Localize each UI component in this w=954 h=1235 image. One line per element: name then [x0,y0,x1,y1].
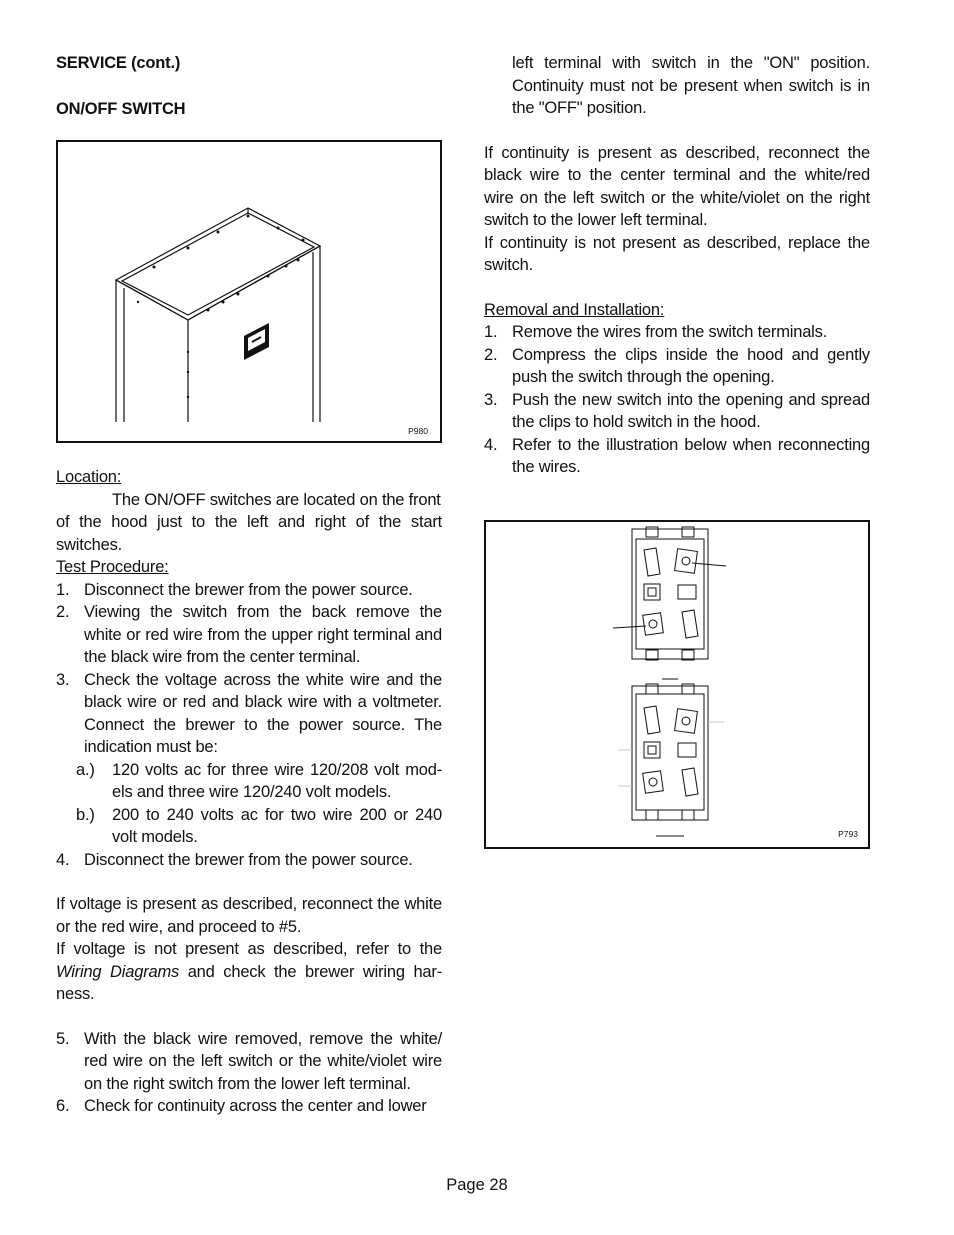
item-number: b.) [76,805,95,824]
continuity-present-text: If continuity is present as described, reconnect the black wire to the center terminal and the white/red wire on the left switch or the white/violet on the right switch to the lower left terminal. [484,143,870,229]
item-text: 200 to 240 volts ac for two wire 200 or 240 volt models. [112,805,442,846]
wiring-diagrams-reference: Wiring Diagrams [56,962,180,981]
left-body [56,466,442,1118]
list-item [56,579,442,602]
switch-figure [484,520,870,849]
item-text: Disconnect the brewer from the power source. [84,850,413,869]
figure-label: P980 [408,426,428,436]
item-number: 5. [56,1029,70,1048]
item-number: 2. [484,345,498,364]
item-text: Check the voltage across the white wire and the black wire or red and black wire with a voltmeter. Connect the brewer to the power source. The indication must be: [84,670,442,756]
list-item [484,434,870,479]
test-heading: Test Procedure: [56,558,169,576]
removal-heading: Removal and Installation: [484,300,665,319]
item-number: 3. [56,670,70,689]
item-number: 1. [56,580,70,599]
item-text: Viewing the switch from the back remove the white or red wire from the upper right terminal and the black wire from the center terminal. [84,603,442,666]
list-item [484,389,870,434]
left-column [56,52,442,120]
item-number: 3. [484,390,498,409]
voltage-absent-text [56,938,442,1006]
sub-list-item [76,804,442,849]
item-text: Push the new switch into the opening and spread the clips to hold switch in the hood. [512,390,870,431]
list-item [484,321,870,344]
item-text: 120 volts ac for three wire 120/208 volt mod-els and three wire 120/240 volt models. [112,760,442,801]
step6-continued: left terminal with switch in the "ON" position. Continuity must not be present when switch is in the "OFF" position. [512,54,870,117]
logo-plate [244,323,269,360]
list-item [56,1028,442,1096]
hood-figure [56,140,442,443]
item-text: Compress the clips inside the hood and gently push the switch through the opening. [512,345,870,386]
item-number: 6. [56,1097,70,1115]
section-heading: SERVICE (cont.) [56,54,181,72]
continuity-absent-text: If continuity is not present as described, replace the switch. [484,233,870,274]
page-title: ON/OFF SWITCH [56,99,186,118]
item-number: 4. [56,850,70,869]
list-item [56,1095,442,1118]
item-text: Check for continuity across the center and lower [84,1097,427,1115]
item-number: 2. [56,603,70,621]
item-text: Disconnect the brewer from the power source. [84,580,413,599]
item-text: With the black wire removed, remove the white/ red wire on the left switch or the white/violet wire on the right switch from the lower left terminal. [84,1029,442,1093]
right-column [484,52,870,479]
list-item [484,344,870,389]
sub-list-item [76,759,442,804]
item-number: 1. [484,323,498,341]
list-item [56,669,442,759]
text-fragment: If voltage is not present as described, refer to the [56,940,442,958]
text-fragment: and check the brewer wiring har-ness. [56,962,442,1003]
switch-illustration [486,522,868,847]
page-number: Page 28 [446,1176,508,1194]
item-number: 4. [484,435,498,454]
item-number: a.) [76,760,95,779]
figure-label: P793 [838,829,858,839]
location-text-first: The ON/OFF switches are located on the front [112,490,441,509]
item-text: Refer to the illustration below when reconnecting the wires. [512,435,870,476]
voltage-present-text: If voltage is present as described, reconnect the white or the red wire, and proceed to #5. [56,895,442,936]
location-heading: Location: [56,468,122,486]
list-item [56,849,442,872]
hood-illustration [58,142,440,441]
list-item [56,601,442,669]
item-text: Remove the wires from the switch terminals. [512,323,828,341]
location-text: of the hood just to the left and right of the start switches. [56,513,442,554]
